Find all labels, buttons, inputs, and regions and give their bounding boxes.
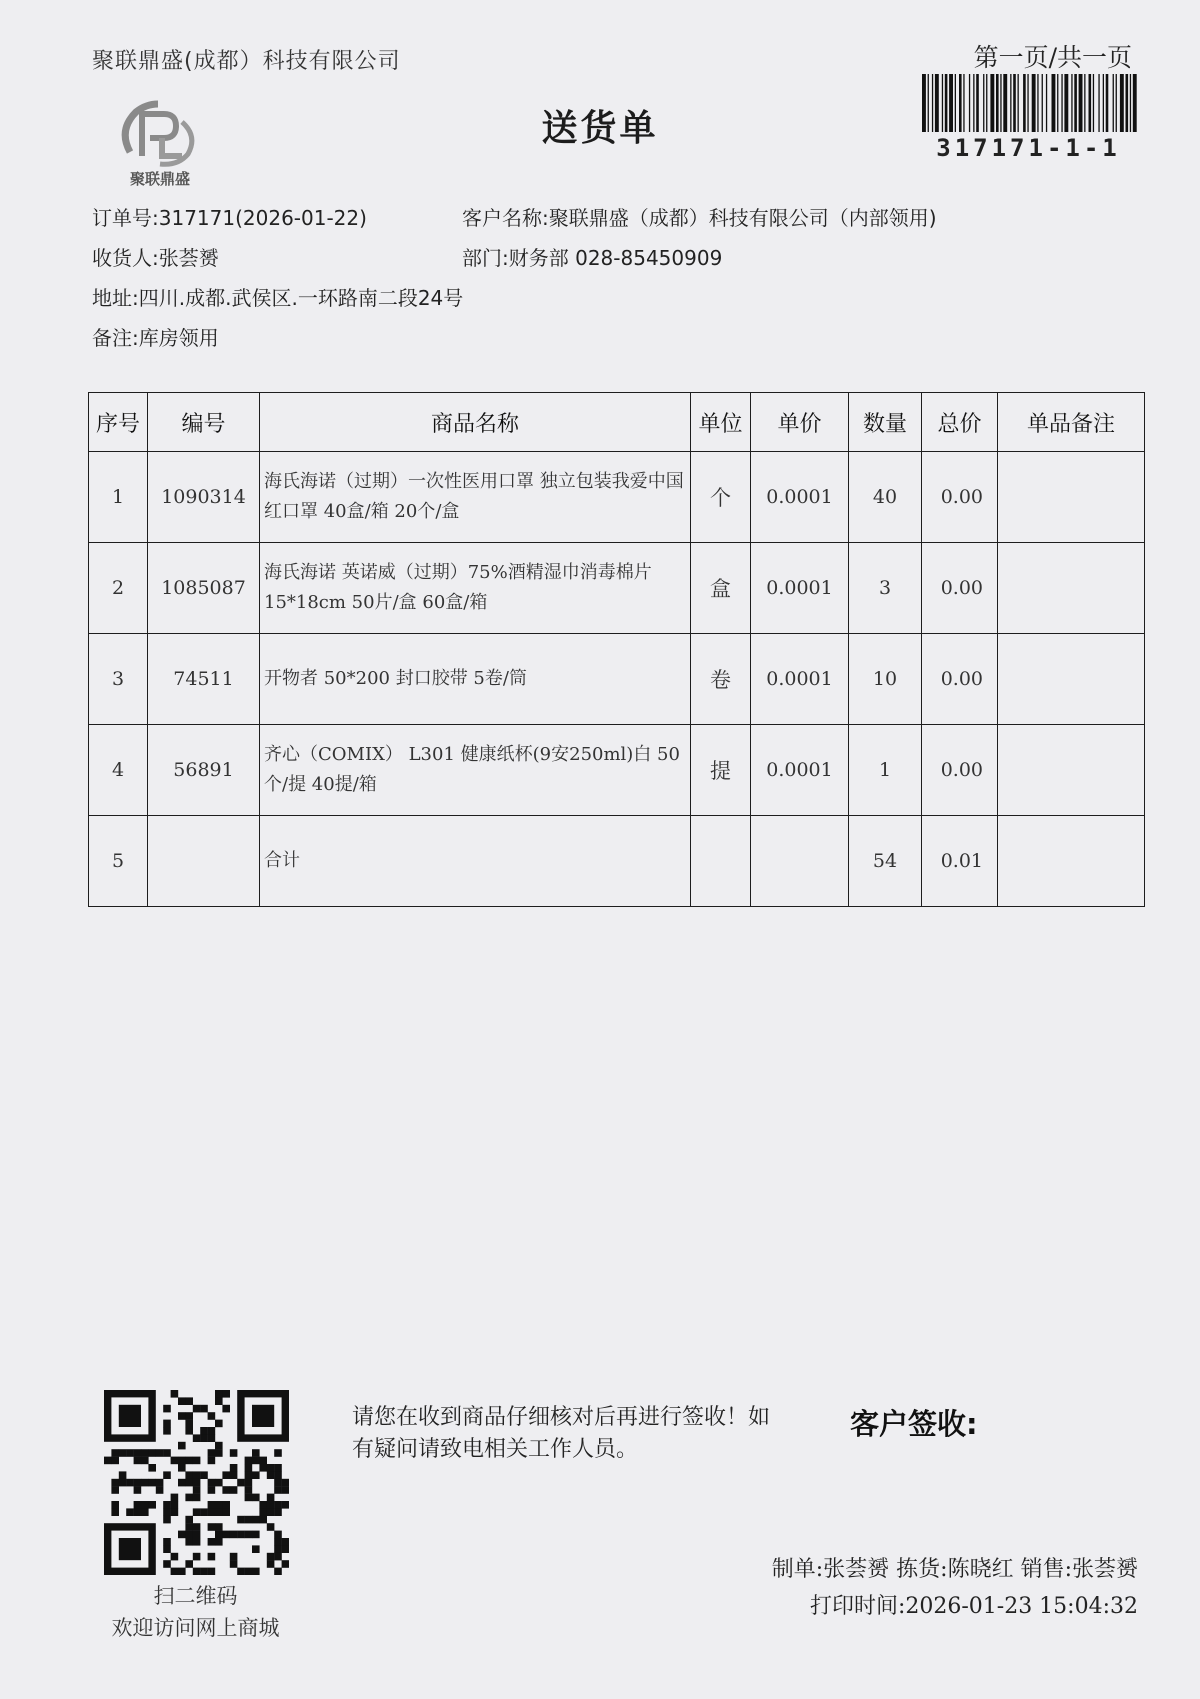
cell-name: 合计	[260, 816, 691, 907]
cell-total: 0.00	[922, 452, 998, 543]
table-row	[89, 725, 1145, 816]
remark	[92, 322, 219, 351]
cell-no: 5	[89, 816, 148, 907]
order-number	[92, 202, 367, 231]
cell-name: 海氏海诺 英诺威（过期）75%酒精湿巾消毒棉片 15*18cm 50片/盒 60盒/箱	[260, 543, 691, 634]
header-total: 总价	[922, 393, 998, 452]
staff-line: 制单:张荟赟 拣货:陈晓红 销售:张荟赟	[771, 1557, 1138, 1582]
customer-signature-label: 客户签收:	[850, 1407, 978, 1441]
cell-no: 2	[89, 543, 148, 634]
cell-code: 1085087	[148, 543, 260, 634]
receiver-value: 张荟赟	[158, 246, 219, 270]
cell-total: 0.00	[922, 543, 998, 634]
barcode-number: 317171-1-1	[936, 134, 1121, 162]
cell-unit: 提	[691, 725, 751, 816]
department-value: 财务部 028-85450909	[508, 246, 723, 270]
cell-unit: 个	[691, 452, 751, 543]
cell-price: 0.0001	[751, 634, 849, 725]
cell-unit: 卷	[691, 634, 751, 725]
cell-qty: 1	[849, 725, 922, 816]
cell-qty: 10	[849, 634, 922, 725]
order-label: 订单号:	[92, 206, 159, 230]
cell-code: 74511	[148, 634, 260, 725]
cell-qty: 40	[849, 452, 922, 543]
cell-price	[751, 816, 849, 907]
header-no: 序号	[89, 393, 148, 452]
receiver-label: 收货人:	[92, 246, 159, 270]
qr-caption-mall: 欢迎访问网上商城	[111, 1616, 280, 1640]
cell-unit	[691, 816, 751, 907]
cell-qty: 54	[849, 816, 922, 907]
department-label: 部门:	[462, 246, 509, 270]
cell-no: 1	[89, 452, 148, 543]
cell-code: 1090314	[148, 452, 260, 543]
remark-label: 备注:	[92, 326, 139, 350]
cell-name: 海氏海诺（过期）一次性医用口罩 独立包装我爱中国红口罩 40盒/箱 20个/盒	[260, 452, 691, 543]
logo-wordmark: 聚联鼎盛	[129, 170, 191, 188]
print-time: 打印时间:2026-01-23 15:04:32	[809, 1594, 1138, 1619]
cell-no: 3	[89, 634, 148, 725]
table-header-row	[89, 393, 1145, 452]
table-row	[89, 634, 1145, 725]
table-row	[89, 543, 1145, 634]
address-label: 地址:	[92, 286, 139, 310]
company-name: 聚联鼎盛(成都）科技有限公司	[92, 49, 401, 74]
signing-notice: 请您在收到商品仔细核对后再进行签收！如有疑问请致电相关工作人员。	[352, 1405, 771, 1462]
customer-name	[462, 202, 937, 231]
customer-value: 聚联鼎盛（成都）科技有限公司（内部领用)	[548, 206, 937, 230]
qr-code-icon	[104, 1390, 289, 1575]
cell-name: 开物者 50*200 封口胶带 5卷/筒	[260, 634, 691, 725]
barcode-icon	[920, 74, 1137, 132]
cell-code: 56891	[148, 725, 260, 816]
cell-name: 齐心（COMIX） L301 健康纸杯(9安250ml)白 50个/提 40提/箱	[260, 725, 691, 816]
cell-price: 0.0001	[751, 543, 849, 634]
table-row-total	[89, 816, 1145, 907]
remark-value: 库房领用	[138, 326, 219, 350]
table-row	[89, 452, 1145, 543]
document-title: 送货单	[541, 108, 659, 149]
cell-note	[998, 543, 1145, 634]
cell-qty: 3	[849, 543, 922, 634]
cell-unit: 盒	[691, 543, 751, 634]
barcode	[920, 74, 1137, 132]
order-value: 317171(2026-01-22)	[158, 206, 367, 230]
header-price: 单价	[751, 393, 849, 452]
items-table	[88, 392, 1145, 907]
cell-price: 0.0001	[751, 452, 849, 543]
header-unit: 单位	[691, 393, 751, 452]
header-qty: 数量	[849, 393, 922, 452]
qr-code	[104, 1390, 289, 1575]
page-indicator: 第一页/共一页	[973, 43, 1132, 72]
address-value: 四川.成都.武侯区.一环路南二段24号	[138, 286, 464, 310]
cell-total: 0.00	[922, 634, 998, 725]
cell-note	[998, 452, 1145, 543]
cell-code	[148, 816, 260, 907]
cell-total: 0.00	[922, 725, 998, 816]
department	[462, 242, 722, 271]
cell-note	[998, 634, 1145, 725]
cell-note	[998, 816, 1145, 907]
cell-note	[998, 725, 1145, 816]
cell-price: 0.0001	[751, 725, 849, 816]
address	[92, 282, 463, 311]
header-code: 编号	[148, 393, 260, 452]
receiver	[92, 242, 219, 271]
header-name: 商品名称	[260, 393, 691, 452]
cell-no: 4	[89, 725, 148, 816]
qr-caption-scan: 扫二维码	[153, 1584, 238, 1608]
cell-total: 0.01	[922, 816, 998, 907]
header-note: 单品备注	[998, 393, 1145, 452]
customer-label: 客户名称:	[462, 206, 549, 230]
